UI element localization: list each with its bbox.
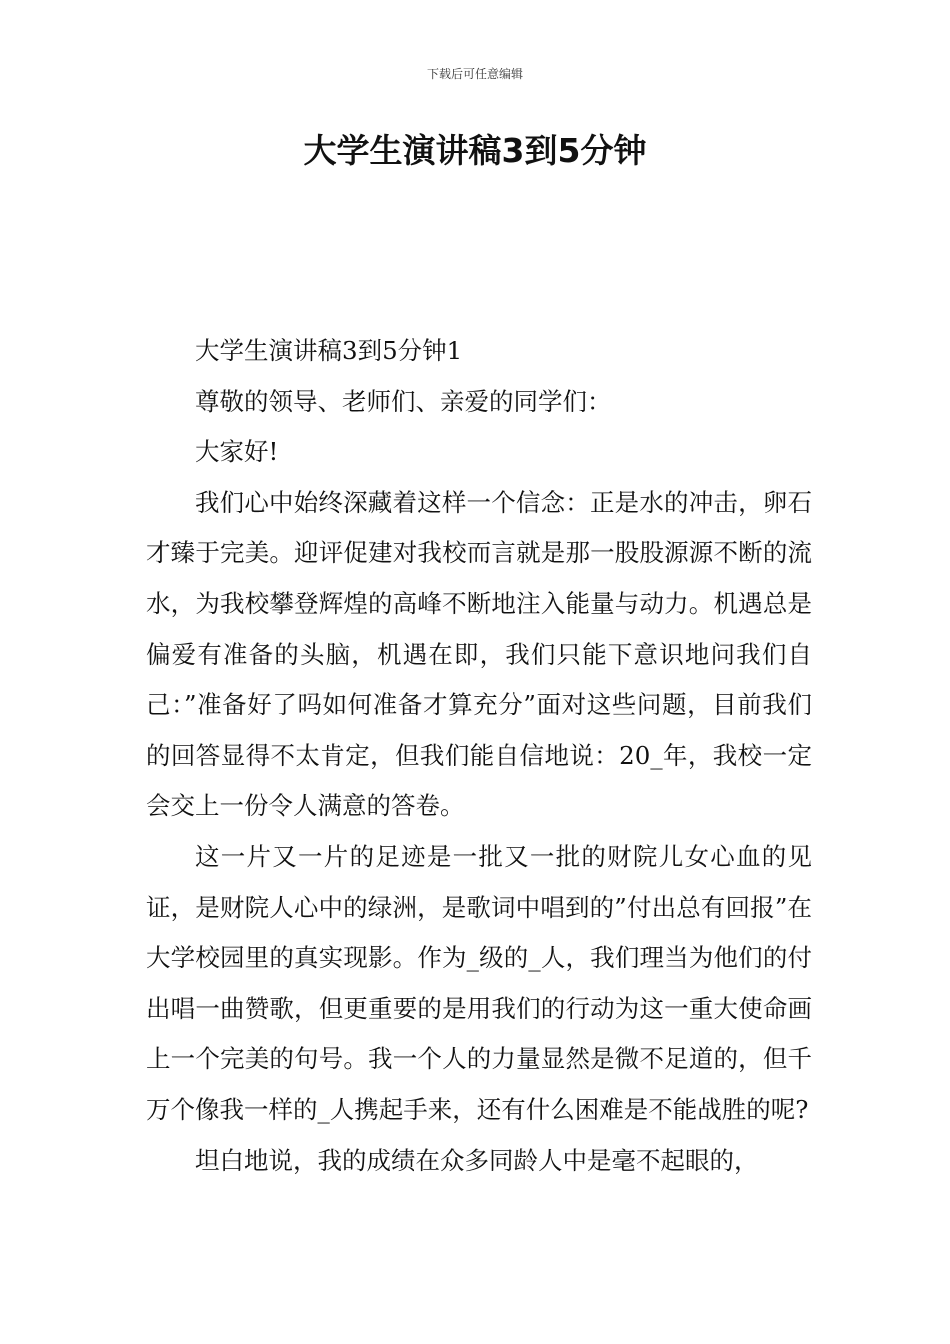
document-body [146, 326, 812, 1186]
body-paragraph: 坦白地说，我的成绩在众多同龄人中是毫不起眼的， [195, 1145, 759, 1175]
greeting-paragraph: 大家好! [195, 437, 279, 467]
body-paragraph: 这一片又一片的足迹是一批又一批的财院儿女心血的见证，是财院人心中的绿洲，是歌词中唱到的”付出总有回报”在大学校园里的真实现影。作为_级的_人，我们理当为他们的付出唱一曲赞歌，但更重要的是用我们的行动为这一重大使命画上一个完美的句号。我一个人的力量显然是微不足道的，但千万个像我一样的_人携起手来，还有什么困难是不能战胜的呢? [146, 841, 812, 1124]
salutation-paragraph: 尊敬的领导、老师们、亲爱的同学们： [195, 386, 612, 416]
header-note: 下载后可任意编辑 [426, 67, 523, 81]
document-title: 大学生演讲稿3到5分钟 [303, 131, 647, 170]
subheading-paragraph: 大学生演讲稿3到5分钟1 [195, 336, 463, 365]
body-paragraph: 我们心中始终深藏着这样一个信念：正是水的冲击，卵石才臻于完美。迎评促建对我校而言就是那一股股源源不断的流水，为我校攀登辉煌的高峰不断地注入能量与动力。机遇总是偏爱有准备的头脑，机遇在即，我们只能下意识地问我们自己：”准备好了吗如何准备才算充分”面对这些问题，目前我们的回答显得不太肯定，但我们能自信地说：20_年，我校一定会交上一份令人满意的答卷。 [146, 487, 812, 821]
